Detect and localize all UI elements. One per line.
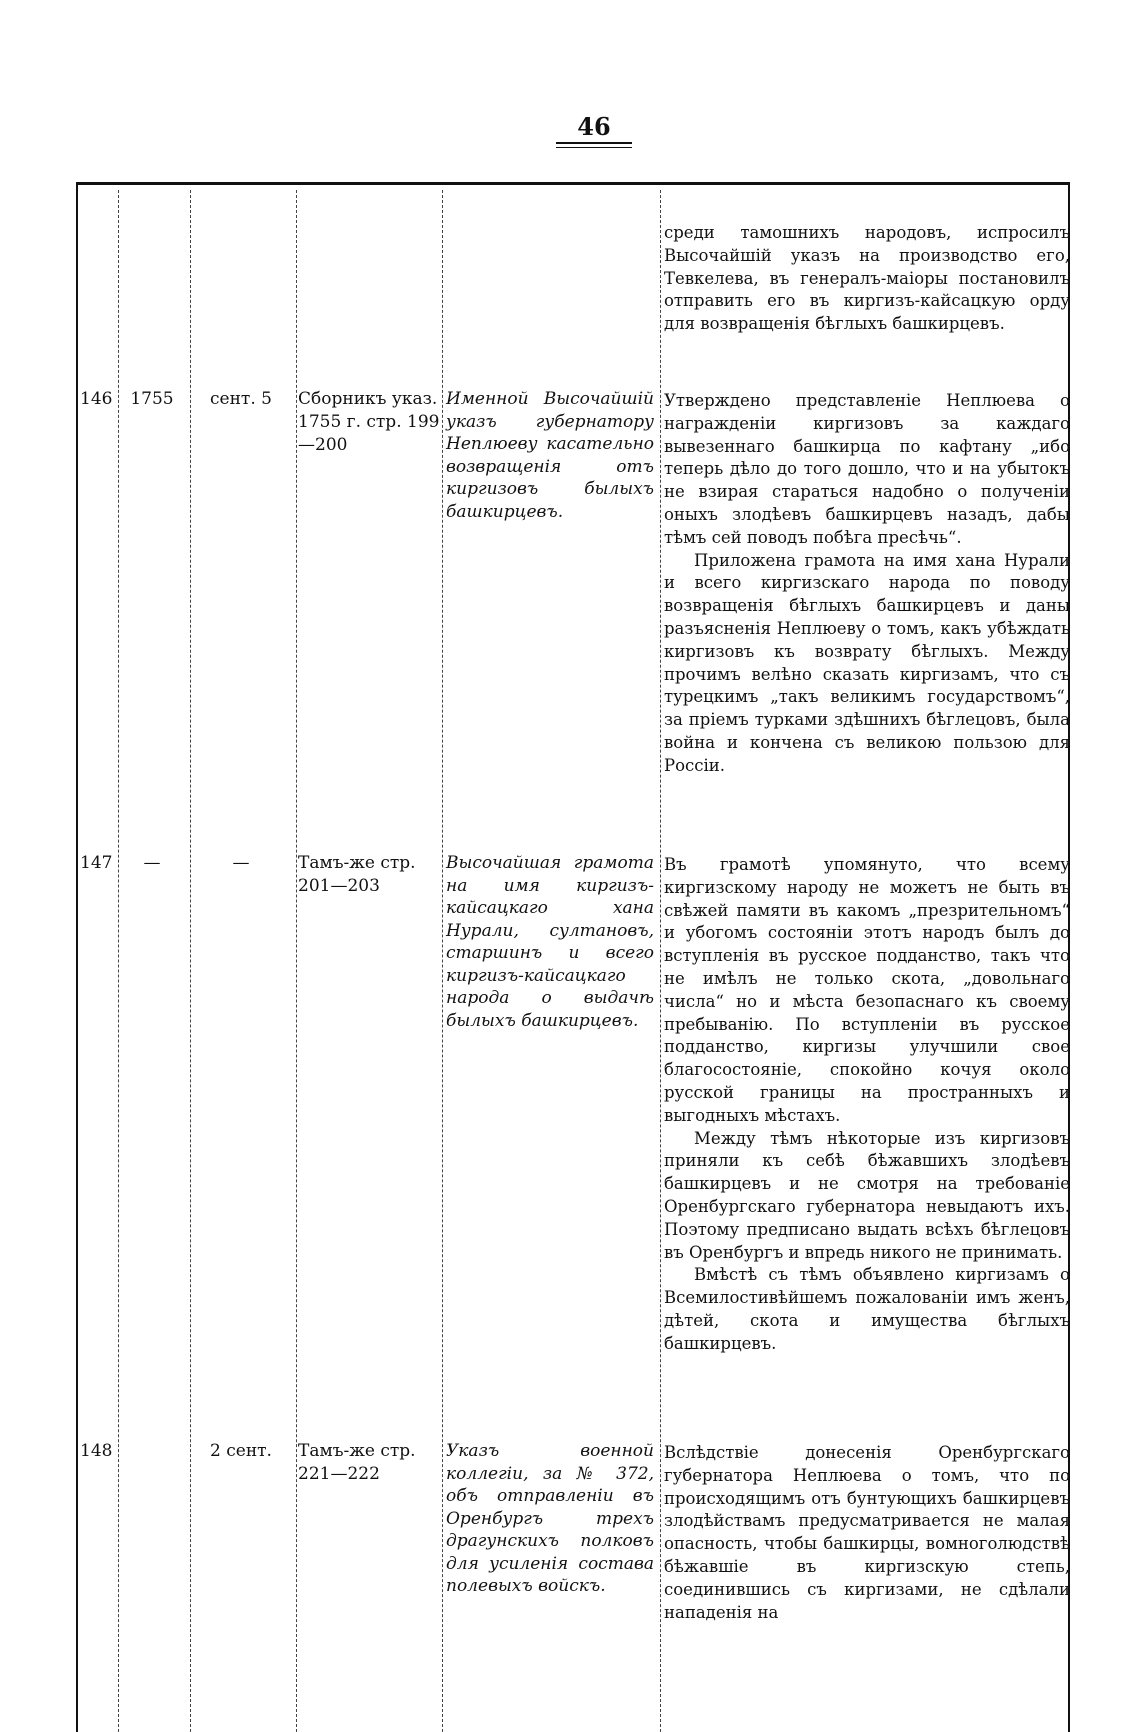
entry-source: Тамъ-же стр. 201—203 bbox=[298, 853, 416, 896]
entry-number: 146 bbox=[80, 389, 113, 409]
entry-title: Именной Высочайшій указъ губернатору Неплюеву касательно возвращенія отъ киргизовъ былыхъ башкирцевъ. bbox=[446, 389, 654, 522]
entry-source: Сборникъ указ. 1755 г. стр. 199—200 bbox=[298, 389, 440, 455]
entry-date: 2 сент. bbox=[210, 1441, 272, 1461]
entry-paragraph: Утверждено представленіе Неплюева о награжденіи киргизовъ за каждаго вывезеннаго башкирца по кафтану „ибо теперь дѣло до того дошло, что и на убытокъ не взирая стараться надобно о полученіи оныхъ злодѣевъ башкирцевъ назадъ, дабы тѣмъ сей поводъ побѣга пресѣчь“. bbox=[664, 391, 1070, 547]
entry-date: — bbox=[232, 853, 250, 873]
entry-paragraph: Между тѣмъ нѣкоторые изъ киргизовъ приняли къ себѣ бѣжавшихъ злодѣевъ башкирцевъ и не смотря на требованіе Оренбургскаго губернатора невыдаютъ ихъ. Поэтому предписано выдать всѣхъ бѣглецовъ въ Оренбургъ и впредь никого не принимать. bbox=[664, 1128, 1070, 1262]
intro-paragraph: среди тамошнихъ народовъ, испросилъ Высочайшій указъ на производство его, Тевкелева, въ генералъ-маіоры постановилъ отправить его въ киргизъ-кайсацкую орду для возвращенія бѣглыхъ башкирцевъ. bbox=[664, 223, 1070, 334]
page-number: 46 bbox=[577, 112, 611, 141]
entry-title: Указъ военной коллегіи, за № 372, объ отправленіи въ Оренбургъ трехъ драгунскихъ полковъ для усиленія состава полевыхъ войскъ. bbox=[446, 1441, 654, 1596]
entry-title: Высочайшая грамота на имя киргизъ-кайсацкаго хана Нурали, султановъ, старшинъ и всего киргизъ-кайсацкаго народа о выдачѣ былыхъ башкирцевъ. bbox=[446, 853, 654, 1031]
entry-date: сент. 5 bbox=[210, 389, 272, 409]
entry-text bbox=[664, 1442, 1070, 1624]
column-divider bbox=[660, 190, 661, 1732]
entry-number: 148 bbox=[80, 1441, 113, 1461]
intro-text bbox=[664, 222, 1070, 336]
entry-source: Тамъ-же стр. 221—222 bbox=[298, 1441, 416, 1484]
page-number-rule bbox=[556, 142, 632, 148]
entry-text bbox=[664, 854, 1070, 1356]
entry-paragraph: Вмѣстѣ съ тѣмъ объявлено киргизамъ о Всемилостивѣйшемъ пожалованіи имъ женъ, дѣтей, скота и имущества бѣглыхъ башкирцевъ. bbox=[664, 1265, 1070, 1353]
entry-paragraph: Въ грамотѣ упомянуто, что всему киргизскому народу не можетъ не быть въ свѣжей памяти въ какомъ „презрительномъ“ и убогомъ состояніи этотъ народъ былъ до вступленія въ русское подданство, такъ что не имѣлъ не только скота, „довольнаго числа“ но и мѣста безопаснаго къ своему пребыванію. По вступленіи въ русское подданство, киргизы улучшили свое благосостояніе, спокойно кочуя около русской границы на пространныхъ и выгодныхъ мѣстахъ. bbox=[664, 855, 1070, 1125]
entry-paragraph: Вслѣдствіе донесенія Оренбургскаго губернатора Неплюева о томъ, что по происходящимъ отъ бунтующихъ башкирцевъ злодѣйствамъ предусматривается не малая опасность, чтобы башкирцы, вомноголюдствѣ бѣжавшіе въ киргизскую степь, соединившись съ киргизами, не сдѣлали нападенія на bbox=[664, 1443, 1070, 1622]
entry-paragraph: Приложена грамота на имя хана Нурали и всего киргизскаго народа по поводу возвращенія бѣглыхъ башкирцевъ и даны разъясненія Неплюеву о томъ, какъ убѣждать киргизовъ къ возврату бѣглыхъ. Между прочимъ велѣно сказать киргизамъ, что съ турецкимъ „такъ великимъ государствомъ“, за пріемъ турками здѣшнихъ бѣглецовъ, была война и кончена съ великою пользою для Россіи. bbox=[664, 550, 1070, 775]
column-divider bbox=[190, 190, 191, 1732]
entry-number: 147 bbox=[80, 853, 113, 873]
entry-text bbox=[664, 390, 1070, 778]
column-divider bbox=[296, 190, 297, 1732]
entry-year: — bbox=[143, 853, 161, 873]
entry-year: 1755 bbox=[130, 389, 174, 409]
column-divider bbox=[118, 190, 119, 1732]
